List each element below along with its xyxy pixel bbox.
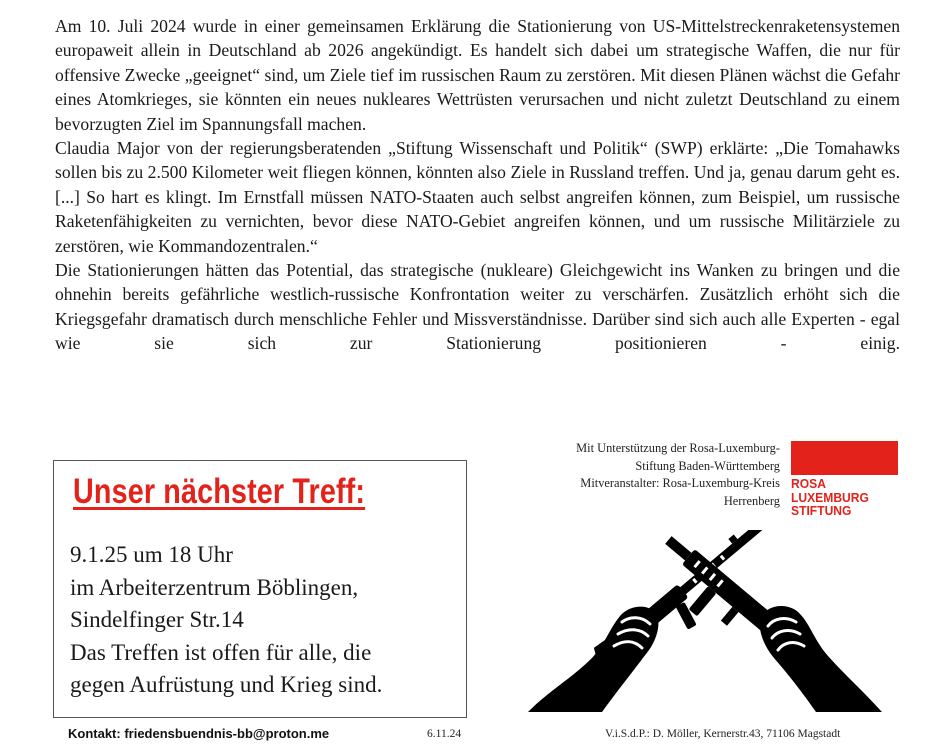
imprint-responsible: V.i.S.d.P.: D. Möller, Kernerstr.43, 71106 Magstadt — [605, 728, 841, 740]
meeting-announcement-box — [53, 460, 467, 718]
hands-breaking-rifle-icon — [510, 530, 895, 720]
sponsor-line: Mit Unterstützung der Rosa-Luxemburg- — [576, 441, 780, 455]
sponsor-note — [576, 440, 780, 510]
paragraph-quote: Claudia Major von der regierungsberatenden „Stiftung Wissenschaft und Politik“ (SWP) erklärte: „Die Tomahawks sollen bis zu 2.500 Kilometer weit fliegen können, könnten also Ziele in Russland treffen. Und ja, genau darum geht es. [...] So hart es klingt. Im Ernstfall müssen NATO-Staaten auch selbst angreifen können, zum Beispiel, um russische Raketenfähigkeiten zu vernichten, bevor diese NATO-Gebiet angreifen können, und um russische Militärziele zu zerstören, wie Kommandozentralen.“ — [55, 138, 900, 256]
paragraph-conclusion: Die Stationierungen hätten das Potential, das strategische (nukleare) Gleichgewicht ins Wanken zu bringen und die ohnehin bereits gefährliche westlich-russische Konfrontation weiter zu verschärfen. Zusätzlich erhöht sich die Kriegsgefahr dramatisch durch menschliche Fehler und Missverständnisse. Darüber sind sich auch alle Experten - egal wie sie sich zur Stationierung positionieren - einig. — [55, 260, 900, 354]
announcement-heading: Unser nächster Treff: — [73, 472, 366, 511]
announcement-open-line: Das Treffen ist offen für alle, die — [70, 639, 372, 665]
announcement-topic-line: gegen Aufrüstung und Krieg sind. — [70, 672, 383, 697]
logo-wordmark: ROSA LUXEMBURG STIFTUNG — [791, 476, 869, 518]
sponsor-line: Mitveranstalter: Rosa-Luxemburg-Kreis — [580, 476, 780, 490]
announcement-details — [70, 539, 462, 702]
announcement-date-line: 9.1.25 um 18 Uhr — [70, 542, 233, 567]
logo-red-bar — [791, 441, 898, 475]
sponsor-line: Herrenberg — [723, 493, 780, 508]
article-body — [55, 14, 900, 356]
announcement-address-line: Sindelfinger Str.14 — [70, 607, 244, 632]
paragraph-intro: Am 10. Juli 2024 wurde in einer gemeinsamen Erklärung die Stationierung von US-Mittelstreckenraketensystemen europaweit allein in Deutschland ab 2026 angekündigt. Es handelt sich dabei um strategische Waffen, die nur für offensive Zwecke „geeignet“ sind, um Ziele tief im russischen Raum zu zerstören. Mit diesen Plänen wächst die Gefahr eines Atomkrieges, sie könnten ein neues nukleares Wettrüsten verursachen und nicht zuletzt Deutschland zu einem bevorzugten Ziel im Spannungsfall machen. — [55, 16, 900, 134]
rosa-luxemburg-stiftung-logo — [791, 441, 898, 519]
announcement-venue-line: im Arbeiterzentrum Böblingen, — [70, 574, 359, 600]
sponsor-line: Stiftung Baden-Württemberg — [635, 458, 780, 473]
contact-email: Kontakt: friedensbuendnis-bb@proton.me — [68, 726, 330, 741]
print-date: 6.11.24 — [427, 728, 462, 740]
